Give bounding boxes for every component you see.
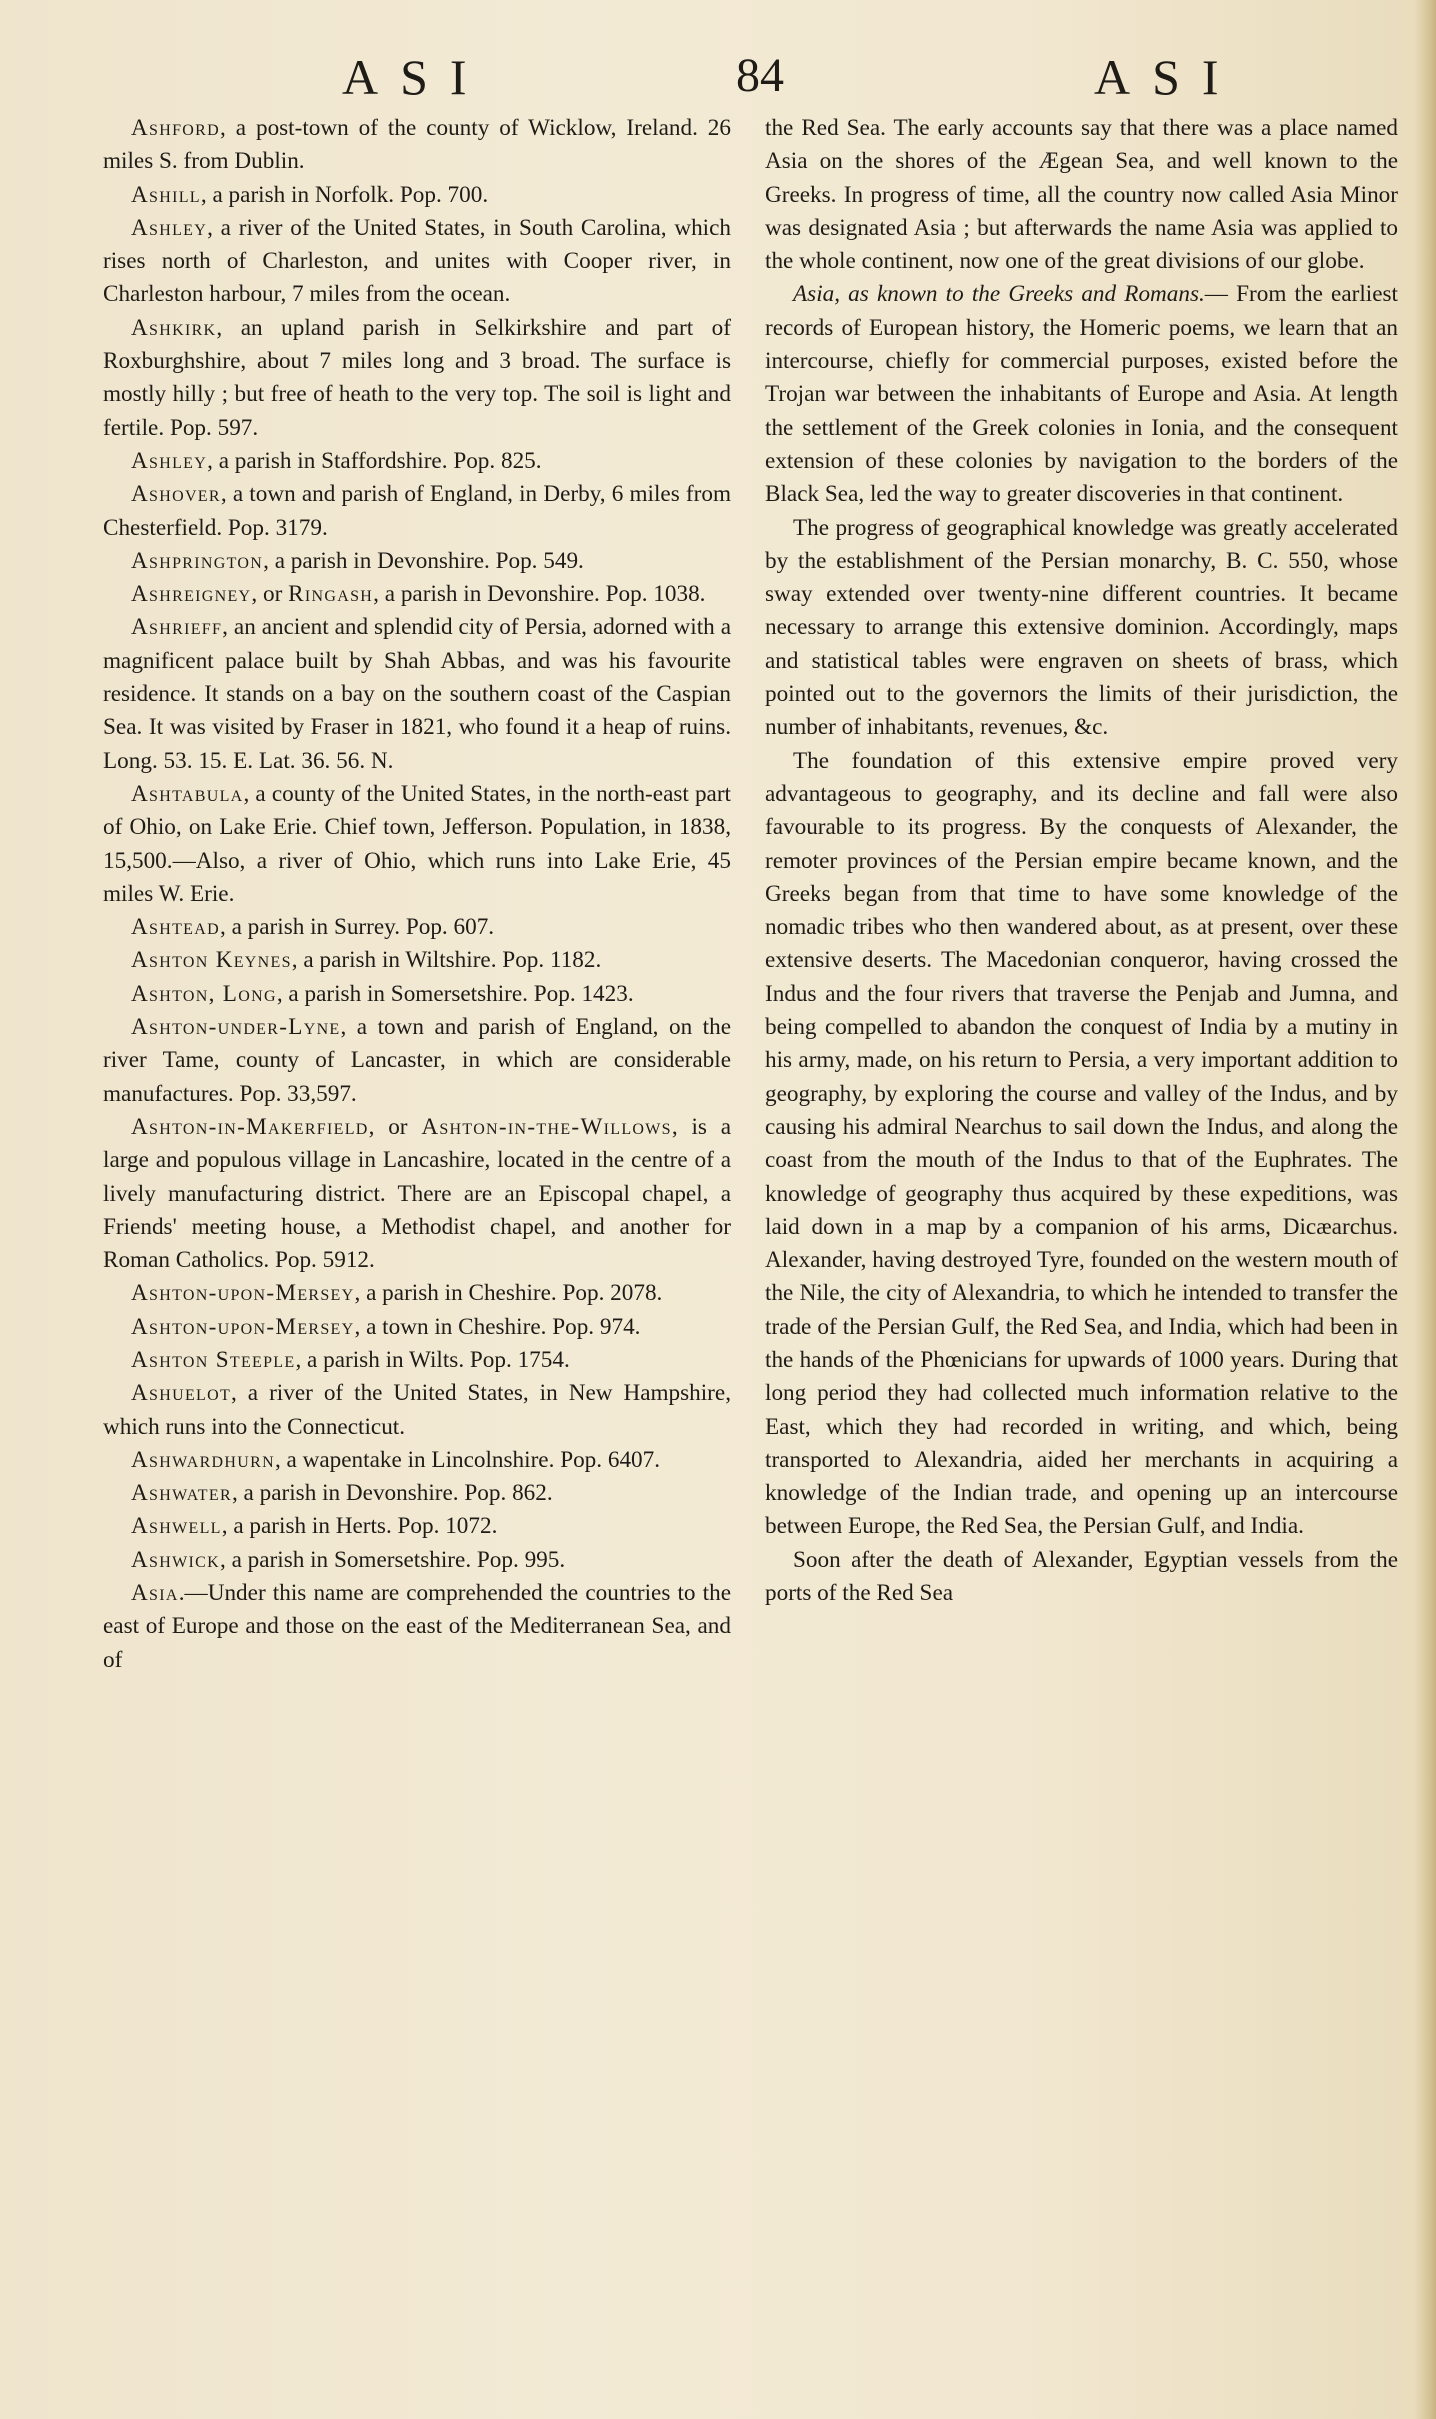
entry-text: , an upland parish in Selkirkshire and part of Roxburghshire, about 7 miles long and 3 broad. The surface is mostly hilly ; but free of heath to the very top. The soil is light and fertile. Pop. 597. [103,314,731,441]
header-right: ASI [1094,49,1241,105]
entry-headword: Ashton-under-Lyne [131,1014,341,1041]
entry-text: , is a large and populous village in Lancashire, located in the centre of a lively manufacturing district. There are an Episcopal chapel, a Friends' meeting house, a Methodist chapel, and another for Roman Catholics. Pop. 5912. [103,1113,731,1274]
entry-text: , a wapentake in Lincolnshire. Pop. 6407. [274,1446,661,1473]
entry-text: .—Under this name are comprehended the countries to the east of Europe and those on the east of the Mediterranean Sea, and of [103,1580,731,1673]
entry-headword: Ashuelot [131,1380,232,1407]
page-number: 84 [736,49,784,102]
entry-headword: Ashover [131,481,221,508]
entry-text: , a town and parish of England, in Derby, 6 miles from Chesterfield. Pop. 3179. [103,481,731,541]
entry-headword: Ashkirk [131,314,217,341]
entry-headword: Ashwater [131,1480,232,1507]
entry-text: , a parish in Herts. Pop. 1072. [221,1513,498,1540]
entry-text: , a parish in Somersetshire. Pop. 1423. [276,980,634,1007]
entry-text: , an ancient and splendid city of Persia, adorned with a magnificent palace built by Shah Abbas, and was his favourite residence. It stands on a bay on the southern coast of the Caspian Sea. It was visited by Fraser in 1821, who found it a heap of ruins. Long. 53. 15. E. Lat. 36. 56. N. [103,614,731,774]
entry-headword: Ashwick [131,1546,220,1573]
entry-text: , a parish in Somersetshire. Pop. 995. [219,1546,566,1573]
article-paragraph [765,745,1398,1544]
paragraph-text: Soon after the death of Alexander, Egyptian vessels from the ports of the Red Sea [765,1546,1398,1607]
entry-headword: Asia [131,1580,179,1607]
gazetteer-entry [103,1577,731,1677]
gazetteer-entry [103,445,731,478]
entry-text: , a parish in Devonshire. Pop. 1038. [373,581,706,608]
gazetteer-entry [103,1311,731,1344]
gazetteer-entry [103,611,731,777]
entry-headword: Ashprington [131,547,264,574]
entry-text: , a parish in Staffordshire. Pop. 825. [207,447,542,474]
gazetteer-entry [103,1011,731,1111]
entry-headword: Ringash [288,581,374,608]
article-paragraph [765,512,1398,745]
page-edge-shadow [1414,0,1436,2419]
entry-text: , a parish in Devonshire. Pop. 862. [231,1480,553,1507]
entry-text: , a parish in Wilts. Pop. 1754. [295,1346,570,1373]
gazetteer-entry [103,778,731,911]
gazetteer-entry [103,911,731,944]
entry-headword: Ashrieff [131,614,223,641]
gazetteer-entry [103,1444,731,1477]
gazetteer-entry [103,944,731,977]
entry-text: , a parish in Devonshire. Pop. 549. [263,547,584,574]
gazetteer-entry [103,545,731,578]
gazetteer-entry [103,1377,731,1444]
entry-headword: Ashill [131,181,201,208]
entry-headword: Ashford [131,115,220,141]
gazetteer-entry [103,1344,731,1377]
gazetteer-entry [103,1510,731,1543]
right-column [765,112,1398,1610]
entry-headword: Ashton, Long [131,980,277,1007]
gazetteer-entry [103,112,731,179]
gazetteer-entry [103,578,731,611]
entry-text: , a town in Cheshire. Pop. 974. [354,1313,641,1340]
entry-text: , a post-town of the county of Wicklow, Ireland. 26 miles S. from Dublin. [103,115,731,175]
gazetteer-entry [103,1477,731,1510]
gazetteer-entry [103,1111,731,1277]
entry-text: , a parish in Wiltshire. Pop. 1182. [291,947,602,974]
entry-headword: Ashton Keynes [131,947,292,974]
paragraph-text: the Red Sea. The early accounts say that there was a place named Asia on the shores of the Ægean Sea, and well known to the Greeks. In progress of time, all the country now called Asia Minor was designated Asia ; but afterwards the name Asia was applied to the whole continent, now one of the great divisions of our globe. [765,115,1398,275]
entry-headword: Ashreigney [131,581,252,608]
entry-headword: Ashton Steeple [131,1346,296,1373]
entry-text: , a river of the United States, in South Carolina, which rises north of Charleston, and unites with Cooper river, in Charleston harbour, 7 miles from the ocean. [103,214,731,308]
gazetteer-entry [103,978,731,1011]
gazetteer-entry [103,1277,731,1310]
entry-headword: Ashtead [131,914,220,941]
entry-text: , a parish in Surrey. Pop. 607. [219,914,495,941]
entry-connector: , or [368,1113,422,1140]
entry-headword: Ashley [131,214,208,241]
header-left: ASI [342,49,489,105]
article-paragraph [765,278,1398,511]
entry-headword: Ashley [131,447,208,474]
entry-text: , a parish in Norfolk. Pop. 700. [200,181,489,208]
gazetteer-entry [103,179,731,212]
left-column [103,112,731,1677]
entry-headword: Ashwardhurn [131,1446,275,1473]
gazetteer-entry [103,1544,731,1577]
entry-headword: Ashton-in-Makerfield [131,1113,369,1140]
entry-text: , a town and parish of England, on the river Tame, county of Lancaster, in which are considerable manufactures. Pop. 33,597. [103,1014,731,1107]
article-paragraph [765,1544,1398,1611]
paragraph-text: — From the earliest records of European history, the Homeric poems, we learn that an intercourse, chiefly for commercial purposes, existed before the Trojan war between the inhabitants of Europe and Asia. At length the settlement of the Greek colonies in Ionia, and the consequent extension of these colonies by navigation to the borders of the Black Sea, led the way to greater discoveries in that continent. [765,281,1398,508]
entry-headword: Ashtabula [131,780,244,807]
gazetteer-entry [103,312,731,445]
gazetteer-entry [103,478,731,545]
entry-headword: Ashton-upon-Mersey [131,1280,355,1307]
entry-headword: Ashton-in-the-Willows [421,1113,672,1140]
section-heading: Asia, as known to the Greeks and Romans. [793,281,1205,308]
paragraph-text: The foundation of this extensive empire proved very advantageous to geography, and its decline and fall were also favourable to its progress. By the conquests of Alexander, the remoter provinces of the Persian empire became known, and the Greeks began from that time to have some knowledge of the nomadic tribes who then wandered about, as at present, over these extensive deserts. The Macedonian conqueror, having crossed the Indus and the four rivers that traverse the Penjab and Jumna, and being compelled to abandon the conquest of India by a mutiny in his army, made, on his return to Persia, a very important addition to geography, by exploring the course and valley of the Indus, and by causing his admiral Nearchus to sail down the Indus, and along the coast from the mouth of the Indus to that of the Euphrates. The knowledge of geography thus acquired by these expeditions, was laid down in a map by a companion of his arms, Dicæarchus. Alexander, having destroyed Tyre, founded on the western mouth of the Nile, the city of Alexandria, to which he intended to transfer the trade of the Persian Gulf, the Red Sea, and India, which had been in the hands of the Phœnicians for upwards of 1000 years. During that long period they had collected much information relative to the East, which they had recorded in writing, and which, being transported to Alexandria, aided her merchants in acquiring a knowledge of the Indian trade, and opening up an intercourse between Europe, the Red Sea, the Persian Gulf, and India. [765,747,1398,1540]
entry-headword: Ashwell [131,1513,222,1540]
paragraph-text: The progress of geographical knowledge was greatly accelerated by the establishment of the Persian monarchy, B. C. 550, whose sway extended over twenty-nine different countries. It became necessary to arrange this extensive dominion. Accordingly, maps and statistical tables were engraven on sheets of brass, which pointed out to the governors the limits of their jurisdiction, the number of inhabitants, revenues, &c. [765,514,1398,741]
running-header [90,48,1380,108]
entry-headword: Ashton-upon-Mersey [131,1313,355,1340]
entry-text: , a river of the United States, in New Hampshire, which runs into the Connecticut. [103,1380,731,1440]
entry-connector: , or [251,581,289,608]
entry-text: , a parish in Cheshire. Pop. 2078. [354,1280,663,1307]
entry-text: , a county of the United States, in the north-east part of Ohio, on Lake Erie. Chief town, Jefferson. Population, in 1838, 15,500.—Also, a river of Ohio, which runs into Lake Erie, 45 miles W. Erie. [103,780,731,907]
article-paragraph [765,112,1398,278]
gazetteer-entry [103,212,731,312]
